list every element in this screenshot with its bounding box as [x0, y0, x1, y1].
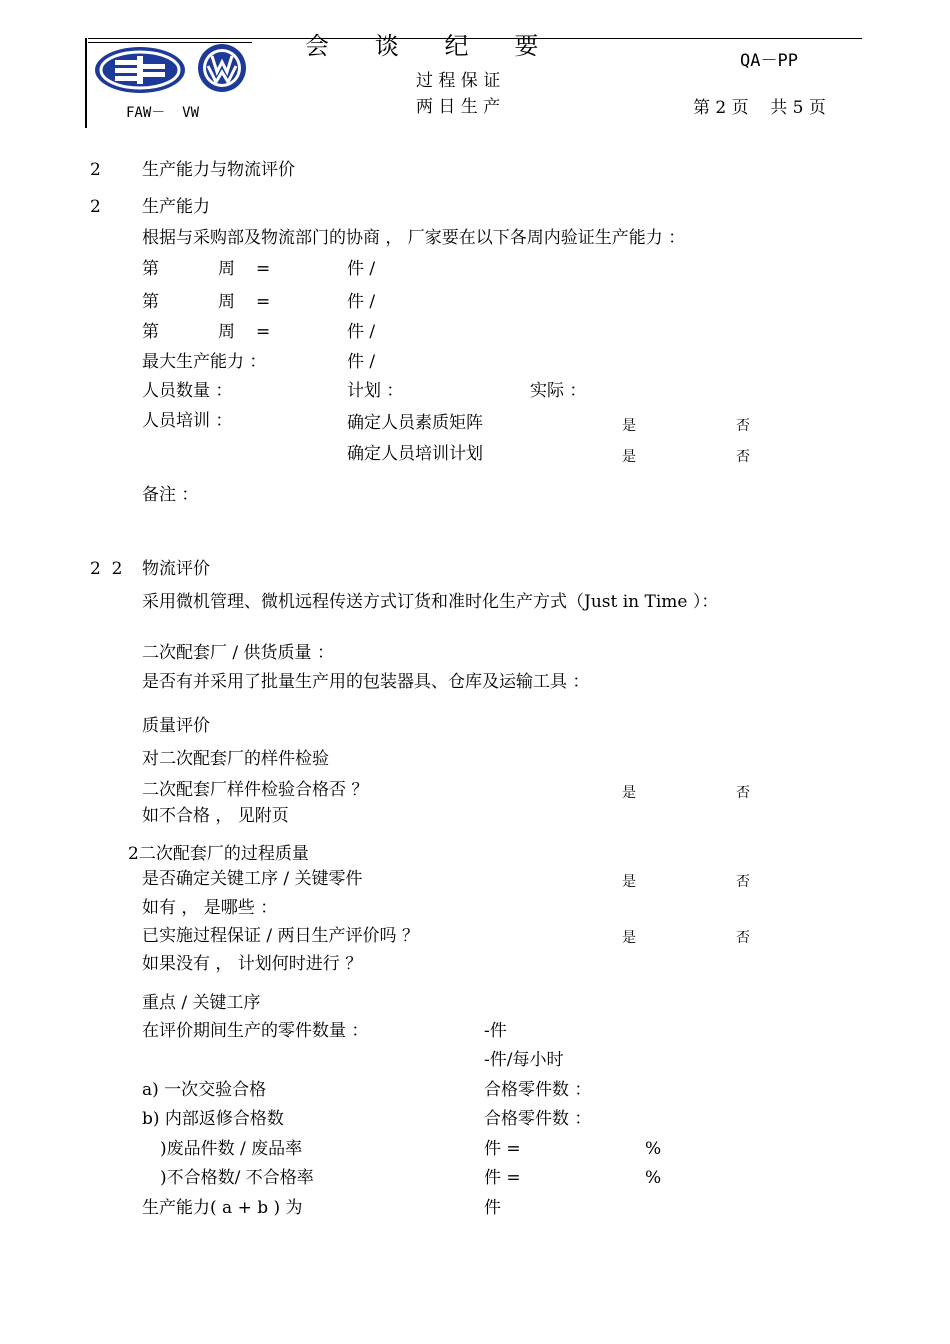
if-not-when: 如果没有 ， 计划何时进行 ？ [142, 954, 363, 974]
week-3-label: 周 [218, 322, 235, 342]
quality-eval-heading: 质量评价 [142, 716, 210, 736]
implemented-question: 已实施过程保证 / 两日生产评价吗 ？ [142, 926, 419, 946]
quantity-unit-pieces: -件 [484, 1021, 507, 1041]
key-process-no: 否 [736, 874, 750, 890]
sample-check-heading: 对二次配套厂的样件检验 [142, 749, 329, 769]
implemented-yes: 是 [622, 930, 636, 946]
page-info: 第 2 页 共 5 页 [693, 98, 826, 118]
document-code: QA－PP [740, 51, 798, 71]
remark-label: 备注 ： [142, 485, 199, 505]
key-process-heading: 重点 / 关键工序 [142, 993, 261, 1013]
max-capacity-unit: 件 / [347, 352, 376, 372]
training-item-matrix: 确定人员素质矩阵 [347, 413, 483, 433]
key-process-yes: 是 [622, 874, 636, 890]
section-21-title: 生产能力 [142, 197, 210, 217]
scrap-value: 件 = [484, 1139, 521, 1159]
training-matrix-no: 否 [736, 418, 750, 434]
scrap-percent: % [645, 1139, 662, 1159]
section-21-intro: 根据与采购部及物流部门的协商 ， 厂家要在以下各周内验证生产能力 ： [142, 228, 686, 248]
week-2-equals: = [256, 292, 271, 312]
vw-logo [196, 42, 248, 94]
week-2-label: 周 [218, 292, 235, 312]
training-plan-yes: 是 [622, 449, 636, 465]
week-2-prefix: 第 [142, 292, 159, 312]
subtitle-process: 过 程 保 证 [416, 71, 501, 91]
scrap-label: )废品件数 / 废品率 [160, 1139, 303, 1159]
subtitle-two-day: 两 日 生 产 [416, 97, 501, 117]
section-22-number: 2 2 [90, 559, 123, 579]
sample-question: 二次配套厂样件检验合格否 ？ [142, 780, 369, 800]
faw-logo [93, 44, 187, 96]
training-matrix-yes: 是 [622, 418, 636, 434]
max-capacity-label: 最大生产能力 ： [142, 352, 267, 372]
document-title: 会 谈 纪 要 [305, 32, 539, 60]
staff-plan-label: 计划 ： [347, 381, 404, 401]
packaging-question: 是否有并采用了批量生产用的包装器具、仓库及运输工具 ： [142, 672, 590, 692]
rework-value: 合格零件数 ： [484, 1109, 592, 1129]
brand-label: FAW－ VW [126, 105, 200, 121]
sample-fail-note: 如不合格 ， 见附页 [142, 806, 289, 826]
section-2-number: 2 [90, 160, 101, 180]
first-pass-value: 合格零件数 ： [484, 1080, 592, 1100]
capacity-total-label: 生产能力( a + b ) 为 [142, 1198, 303, 1218]
quantity-unit-per-hour: -件/每小时 [484, 1050, 564, 1070]
week-1-unit: 件 / [347, 259, 376, 279]
section-22-title: 物流评价 [142, 559, 210, 579]
training-plan-no: 否 [736, 449, 750, 465]
capacity-total-unit: 件 [484, 1198, 501, 1218]
sample-no: 否 [736, 785, 750, 801]
week-1-equals: = [256, 259, 271, 279]
section-21-number: 2 [90, 197, 101, 217]
nonconforming-value: 件 = [484, 1168, 521, 1188]
section-22-intro: 采用微机管理、微机远程传送方式订货和准时化生产方式（Just in Time ）： [142, 592, 719, 612]
staff-actual-label: 实际 ： [530, 381, 587, 401]
week-1-label: 周 [218, 259, 235, 279]
key-process-question: 是否确定关键工序 / 关键零件 [142, 869, 363, 889]
implemented-no: 否 [736, 930, 750, 946]
section-2-title: 生产能力与物流评价 [142, 160, 295, 180]
if-yes-which: 如有 ， 是哪些 ： [142, 898, 278, 918]
week-3-equals: = [256, 322, 271, 342]
header-left-border [85, 38, 87, 128]
week-1-prefix: 第 [142, 259, 159, 279]
rework-label: b) 内部返修合格数 [142, 1109, 284, 1129]
training-item-plan: 确定人员培训计划 [347, 444, 483, 464]
training-label: 人员培训 ： [142, 411, 233, 431]
first-pass-label: a) 一次交验合格 [142, 1080, 267, 1100]
quantity-label: 在评价期间生产的零件数量 ： [142, 1021, 369, 1041]
nonconforming-percent: % [645, 1168, 662, 1188]
nonconforming-label: )不合格数/ 不合格率 [160, 1168, 314, 1188]
supplier-quality-label: 二次配套厂 / 供货质量 ： [142, 643, 334, 663]
week-3-prefix: 第 [142, 322, 159, 342]
week-2-unit: 件 / [347, 292, 376, 312]
sample-yes: 是 [622, 785, 636, 801]
week-3-unit: 件 / [347, 322, 376, 342]
process-quality-heading: 2二次配套厂的过程质量 [128, 844, 309, 864]
staff-count-label: 人员数量 ： [142, 381, 233, 401]
